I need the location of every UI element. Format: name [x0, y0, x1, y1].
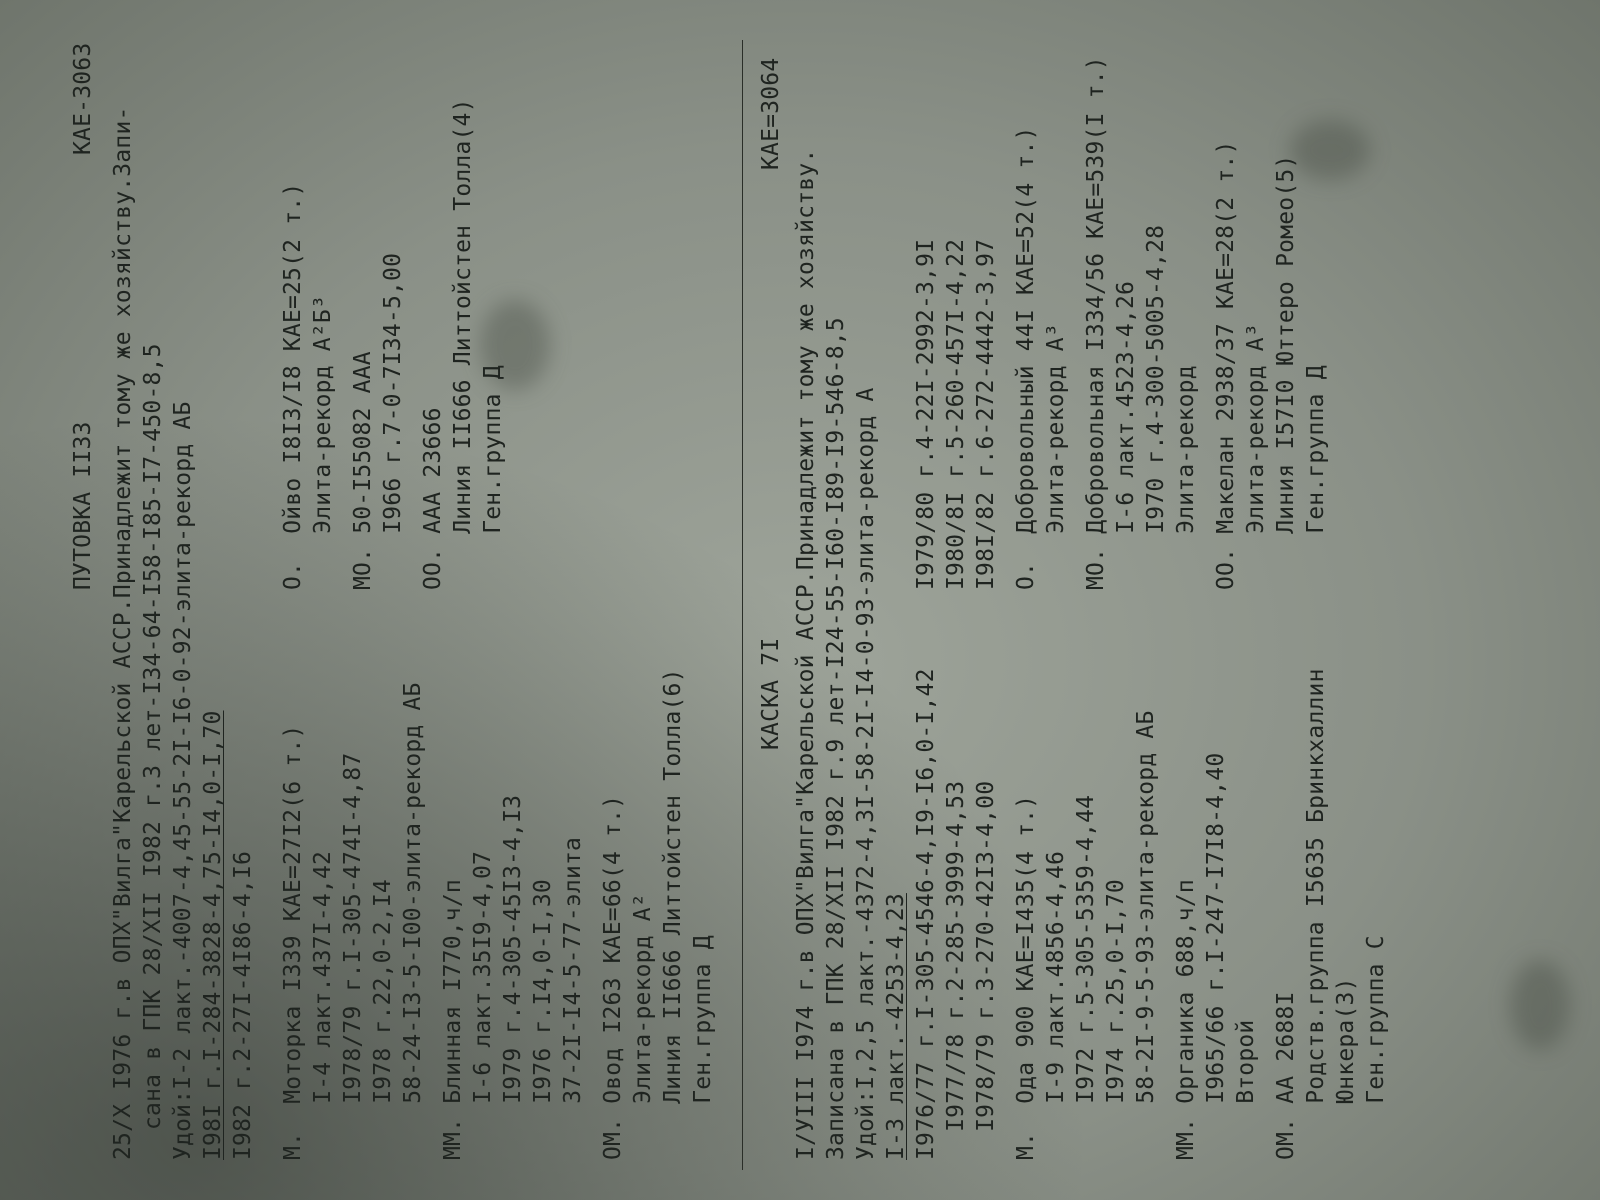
- record-text-line: I982 г.2-27I-4I86-4,I6: [230, 850, 256, 1160]
- record-text-line: Записана в ГПК 28/XII I982 г.9 лет-I24-55-I60-I89-I9-546-8,5: [823, 317, 849, 1160]
- record-title: ПУТОВКА II33: [70, 421, 96, 590]
- pedigree-line: I98I/82 г.6-272-4442-3,97: [973, 238, 999, 590]
- pedigree-line: I979/80 г.4-22I-2992-3,9I: [913, 238, 939, 590]
- pedigree-line: I977/78 г.2-285-3999-4,53: [943, 780, 969, 1160]
- pedigree-line: ОМ. АА 2688I: [1273, 991, 1299, 1160]
- document-page: [60, 0, 1510, 1170]
- pedigree-line: М. Ода 900 КАЕ=I435(4 т.): [1013, 794, 1039, 1160]
- pedigree-line: I978 г.22,0-2,I4: [370, 879, 396, 1160]
- record-text-line: 25/X I976 г.в ОПХ"Вилга"Карельской АССР.Принадлежит тому же хозяйству.Запи-: [110, 106, 136, 1160]
- pedigree-line: 58-2I-9-5-93-элита-рекорд АБ: [1133, 710, 1159, 1160]
- pedigree-line: Ген.группа Д: [480, 365, 506, 590]
- pedigree-line: Элита-рекорд А²: [630, 893, 656, 1160]
- pedigree-line: Элита-рекорд А³: [1043, 323, 1069, 590]
- pedigree-line: I979 г.4-305-45I3-4,I3: [500, 794, 526, 1160]
- stain: [1510, 960, 1570, 1050]
- record-text-line: Удой:I-2 лакт.-4007-4,45-55-2I-I6-0-92-элита-рекорд АБ: [170, 401, 196, 1160]
- pedigree-line: I-6 лакт.4523-4,26: [1113, 280, 1139, 590]
- pedigree-line: 58-24-I3-5-I00-элита-рекорд АБ: [400, 682, 426, 1160]
- pedigree-line: ММ. Органика 688,ч/п: [1173, 879, 1199, 1160]
- record-text-line: сана в ГПК 28/XII I982 г.3 лет-I34-64-I58-I85-I7-450-8,5: [140, 343, 166, 1130]
- record-code: КАЕ=3064: [758, 57, 784, 170]
- pedigree-line: I976/77 г.I-305-4546-4,I9-I6,0-I,42: [913, 668, 939, 1160]
- pedigree-line: I978/79 г.I-305-474I-4,87: [340, 752, 366, 1160]
- pedigree-line: ОМ. Овод I263 КАЕ=66(4 т.): [600, 794, 626, 1160]
- pedigree-line: ММ. Блинная I770,ч/п: [440, 879, 466, 1160]
- record-divider: [742, 40, 743, 1170]
- pedigree-line: О. Ойво I8I3/I8 КАЕ=25(2 т.): [280, 182, 306, 590]
- pedigree-line: I965/66 г.I-247-I7I8-4,40: [1203, 752, 1229, 1160]
- pedigree-line: Юнкера(3): [1333, 977, 1359, 1160]
- pedigree-line: I-6 лакт.35I9-4,07: [470, 850, 496, 1160]
- pedigree-line: Ген.группа Д: [690, 935, 716, 1160]
- pedigree-line: МО. 50-I55082 ААА: [350, 351, 376, 590]
- pedigree-line: Линия II666 Литтойстен Толла(4): [450, 98, 476, 590]
- pedigree-line: I974 г.25,0-I,70: [1103, 879, 1129, 1160]
- record-text-line: Удой:I,2,5 лакт.-4372-4,3I-58-2I-I4-0-93-элита-рекорд А: [853, 387, 879, 1160]
- pedigree-line: ОО. Макелан 2938/37 КАЕ=28(2 т.): [1213, 140, 1239, 590]
- pedigree-line: I976 г.I4,0-I,30: [530, 879, 556, 1160]
- pedigree-line: МО. Добровольная I334/56 КАЕ=539(I т.): [1083, 56, 1109, 590]
- pedigree-line: Элита-рекорд А³: [1243, 323, 1269, 590]
- pedigree-line: Ген.группа С: [1363, 935, 1389, 1160]
- pedigree-line: Линия I57I0 Юттеро Ромео(5): [1273, 154, 1299, 590]
- pedigree-line: ОО. ААА 23666: [420, 407, 446, 590]
- pedigree-line: Родств.группа I5635 Бринкхаллин: [1303, 668, 1329, 1160]
- pedigree-line: Элита-рекорд А²Б³: [310, 295, 336, 590]
- record-code: КАЕ-3063: [70, 42, 96, 155]
- pedigree-line: I-9 лакт.4856-4,46: [1043, 850, 1069, 1160]
- pedigree-line: Элита-рекорд: [1173, 365, 1199, 590]
- pedigree-line: I970 г.4-300-5005-4,28: [1143, 224, 1169, 590]
- pedigree-line: I966 г.7-0-7I34-5,00: [380, 252, 406, 590]
- pedigree-line: I980/8I г.5-260-457I-4,22: [943, 238, 969, 590]
- pedigree-line: I978/79 г.3-270-42I3-4,00: [973, 780, 999, 1160]
- pedigree-line: Второй: [1233, 1019, 1259, 1160]
- record-text-line: I-3 лакт.-4253-4,23: [883, 893, 909, 1160]
- record-title: КАСКА 7I: [758, 637, 784, 750]
- pedigree-line: Ген.группа Д: [1303, 365, 1329, 590]
- pedigree-line: 37-2I-I4-5-77-элита: [560, 836, 586, 1160]
- record-text-line: I/УIII I974 г.в ОПХ"Вилга"Карельской АССР.Принадлежит тому же хозяйству.: [793, 148, 819, 1160]
- pedigree-line: Линия II666 Литтойстен Толла(6): [660, 668, 686, 1160]
- pedigree-line: О. Добровольный 44I КАЕ=52(4 т.): [1013, 126, 1039, 590]
- pedigree-line: I-4 лакт.437I-4,42: [310, 850, 336, 1160]
- record-text-line: I98I г.I-284-3828-4,75-I4,0-I,70: [200, 710, 226, 1160]
- pedigree-line: М. Моторка I339 КАЕ=27I2(6 т.): [280, 724, 306, 1160]
- pedigree-line: I972 г.5-305-5359-4,44: [1073, 794, 1099, 1160]
